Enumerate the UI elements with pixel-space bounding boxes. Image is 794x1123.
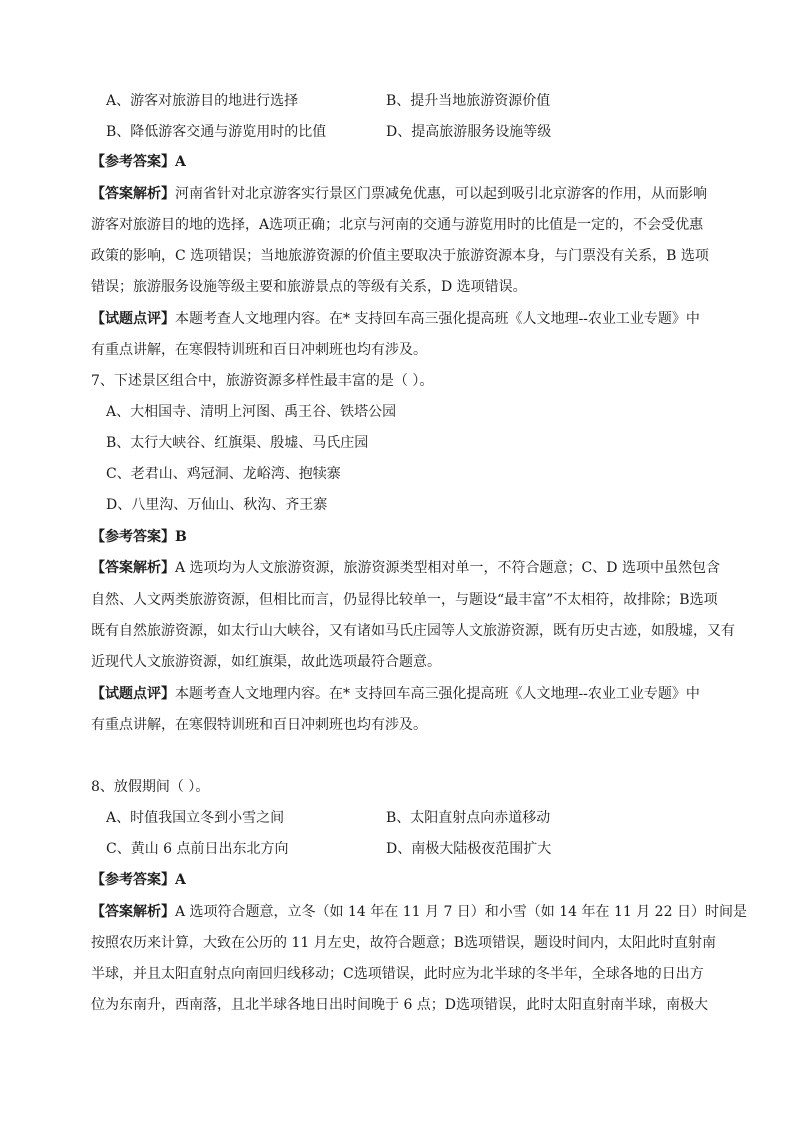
q6-analysis-label: 【答案解析】 xyxy=(91,186,175,202)
q6-comment-line-2: 有重点讲解，在寒假特训班和百日冲刺班也均有涉及。 xyxy=(91,342,427,358)
q8-analysis-line-2: 按照农历来计算，大致在公历的 11 月左史，故符合题意；B选项错误，题设时间内，太阳此时直射南 xyxy=(91,935,717,951)
q6-option-c: B、降低游客交通与游览用时的比值 xyxy=(106,124,327,140)
q6-analysis-line-4: 错误；旅游服务设施等级主要和旅游景点的等级有关系，D 选项错误。 xyxy=(91,279,527,295)
q8-question: 8、放假期间（ ）。 xyxy=(91,779,210,795)
q8-option-b: B、太阳直射点向赤道移动 xyxy=(386,810,551,826)
q6-comment-line-1: 【试题点评】本题考查人文地理内容。在* 支持回车高三强化提高班《人文地理--农业工业专题》中 xyxy=(91,311,700,327)
q6-option-a: A、游客对旅游目的地进行选择 xyxy=(106,93,299,109)
q7-analysis-line-2: 自然、人文两类旅游资源，但相比而言，仍显得比较单一，与题设“最丰富”不太相符，故排除；B选项 xyxy=(91,592,718,608)
q8-answer: 【参考答案】A xyxy=(91,872,186,888)
q7-option-d: D、八里沟、万仙山、秋沟、齐王寨 xyxy=(106,497,328,513)
q7-answer: 【参考答案】B xyxy=(91,529,187,545)
q7-option-a: A、大相国寺、清明上河图、禹王谷、铁塔公园 xyxy=(106,404,397,420)
q7-comment-line-2: 有重点讲解，在寒假特训班和百日冲刺班也均有涉及。 xyxy=(91,717,427,733)
q7-comment-line-1: 【试题点评】本题考查人文地理内容。在* 支持回车高三强化提高班《人文地理--农业工业专题》中 xyxy=(91,686,700,702)
q6-analysis-line-2: 游客对旅游目的地的选择，A选项正确；北京与河南的交通与游览用时的比值是一定的，不会受优惠 xyxy=(91,217,704,233)
q6-analysis-line-1: 【答案解析】河南省针对北京游客实行景区门票减免优惠，可以起到吸引北京游客的作用，从而影响 xyxy=(91,186,707,202)
q8-option-a: A、时值我国立冬到小雪之间 xyxy=(106,810,285,826)
q7-analysis-line-1: 【答案解析】A 选项均为人文旅游资源，旅游资源类型相对单一，不符合题意；C、D 选项中虽然包含 xyxy=(91,560,720,576)
q7-comment-label: 【试题点评】 xyxy=(91,686,175,702)
q7-analysis-line-4: 近现代人文旅游资源，如红旗渠，故此选项最符合题意。 xyxy=(91,654,441,670)
q7-question: 7、下述景区组合中，旅游资源多样性最丰富的是（ ）。 xyxy=(91,373,434,389)
q6-option-d: D、提高旅游服务设施等级 xyxy=(386,124,552,140)
q8-option-d: D、南极大陆极夜范围扩大 xyxy=(386,841,552,857)
q7-analysis-label: 【答案解析】 xyxy=(91,560,175,576)
q7-analysis-line-3: 既有自然旅游资源，如太行山大峡谷，又有诸如马氏庄园等人文旅游资源，既有历史古迹，如殷墟，又有 xyxy=(91,623,735,639)
q8-analysis-line-4: 位为东南升，西南落，且北半球各地日出时间晚于 6 点；D选项错误，此时太阳直射南半球，南极大 xyxy=(91,997,709,1013)
q6-option-b: B、提升当地旅游资源价值 xyxy=(386,93,551,109)
q8-analysis-line-3: 半球，并且太阳直射点向南回归线移动；C选项错误，此时应为北半球的冬半年，全球各地的日出方 xyxy=(91,966,704,982)
q6-comment-label: 【试题点评】 xyxy=(91,311,175,327)
q8-option-c: C、黄山 6 点前日出东北方向 xyxy=(106,841,289,857)
q7-option-b: B、太行大峡谷、红旗渠、殷墟、马氏庄园 xyxy=(106,435,369,451)
q7-option-c: C、老君山、鸡冠洞、龙峪湾、抱犊寨 xyxy=(106,466,341,482)
q6-analysis-line-3: 政策的影响，C 选项错误；当地旅游资源的价值主要取决于旅游资源本身，与门票没有关系，B 选项 xyxy=(91,248,709,264)
q6-answer: 【参考答案】A xyxy=(91,154,186,170)
q8-analysis-line-1: 【答案解析】A 选项符合题意，立冬（如 14 年在 11 月 7 日）和小雪（如 14 年在 11 月 22 日）时间是 xyxy=(91,904,747,920)
q8-analysis-label: 【答案解析】 xyxy=(91,904,175,920)
